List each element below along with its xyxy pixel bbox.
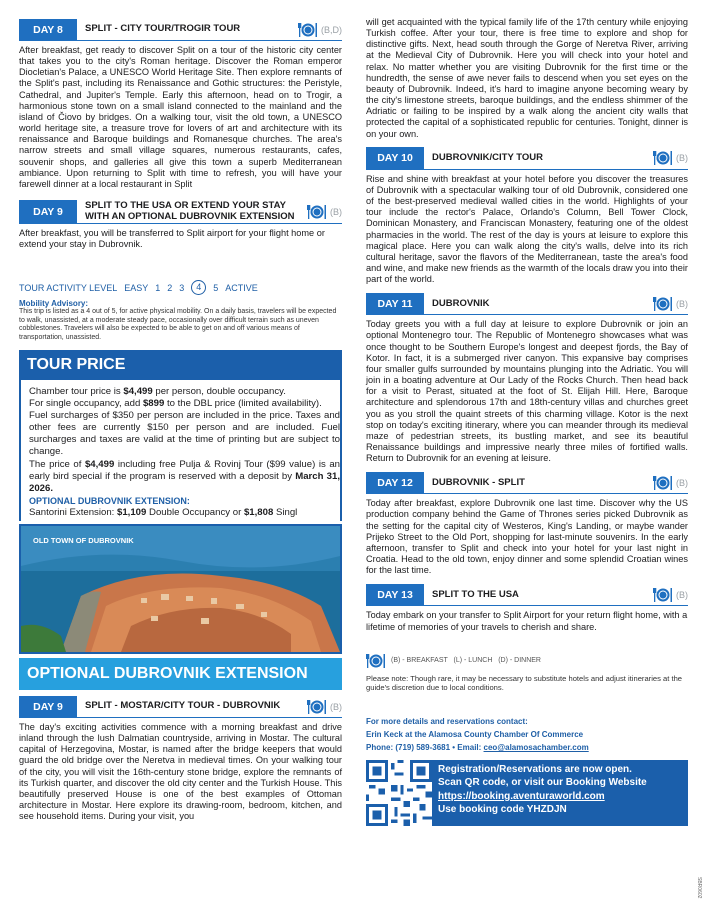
right-column [366,0,688,826]
price-line2: For single occupancy, add $899 to the DBL price (limited availability). [29,398,322,410]
opt-day9-text: The day's exciting activities commence with a morning breakfast and drive inland through the lush Dalmatian countryside, arriving in Mostar. The cultural capital of Herzegovina, Mostar, is named after the bridge keepers that would guard the old bridge over the Neretva in medieval times. On your walking tour of the city, you will visit the 16th-century stone bridge, explore the remnants of its Turkish quarter, and discover the old city center and the Turkish House. This beautifully preserved House is one of the best examples of Ottoman architecture in Mostar. Here explore its drawing-room, bedroom, kitchen, and see household items. During your visit, you [19,722,342,822]
meal-plate-icon [307,697,327,717]
meal-legend: (B) - BREAKFAST (L) - LUNCH (D) - DINNER [391,657,541,665]
extension-price: Santorini Extension: $1,109 Double Occupancy or $1,808 Singl [29,506,298,518]
itinerary-note: Please note: Though rare, it may be necessary to substitute hotels and adjust itineraries at the guide's discretion due to local conditions. [366,673,683,693]
meal-code: (B) [676,153,688,164]
price-line1: Chamber tour price is $4,499 per person, double occupancy. [29,385,286,397]
level-1: 1 [155,282,161,293]
day10-text: Rise and shine with breakfast at your hotel before you discover the treasures of Dubrovnik with a spectacular walking tour of old Dubrovnik, considered one of the best-preserved medieval walled cities in the world. Highlights of your tour include the rector's Palace, Orlando's Column, Bell Tower Clock, Dominican Monastery, and Franciscan Monastery, featuring one of the oldest pharmacies in the world. The rest of the day is yours at leisure to explore this magical place. Here you can walk along the city's walls, delve into its rich cultural heritage, savor the flavors of the Mediterranean, taste the area's food and wine, and make new friends as the warmth of the locals draw you into their part of the world. [366,173,688,285]
day-title: SPLIT - CITY TOUR/TROGIR TOUR [85,23,241,35]
reg-line2: Scan QR code, or visit our Booking Website [438,777,647,789]
contact-line1: For more details and reservations contact: [366,716,528,726]
meal-code: (B) [676,589,688,600]
day12-header [366,472,688,494]
contact-email-link[interactable]: ceo@alamosachamber.com [483,742,589,752]
day-title: SPLIT - MOSTAR/CITY TOUR - DUBROVNIK [85,700,281,712]
meal-plate-icon [366,651,386,671]
print-code: SBR0602 [696,876,702,898]
meal-plate-icon [653,294,673,314]
day-badge: DAY 12 [366,472,424,494]
meal-plate-icon [653,585,673,605]
day-badge: DAY 8 [19,19,77,41]
mobility-advisory-text: This trip is listed as a 4 out of 5, for active physical mobility. On a daily basis, travelers will be expected to walk, unassisted, at a moderate steady pace, occasionally over difficult terrain such as uneven cobblestones. Travelers will also be expected to be able to get on and off various means of transportation, unassisted. [19,308,337,341]
meal-plate-icon [653,473,673,493]
meal-code: (B,D) [321,24,342,35]
opt-day9-header [19,696,342,718]
day11-header [366,293,688,315]
day10-header [366,148,688,170]
day12-text: Today after breakfast, explore Dubrovnik one last time. Discover why the US production company behind the Game of Thrones series picked Dubrovnik as the setting for the capital city of Westeros, King's Landing, or maybe wander Prijeko Street to the Old Port, shopping for last-minute souvenirs. In the early afternoon, transfer to Split and check into your hotel for your last night in Croatia. Head to the old town, enjoy dinner and some splendid Croatian wines for the last time. [366,498,688,576]
activity-easy: EASY [124,282,149,293]
qr-code-icon[interactable] [366,760,432,826]
activity-active: ACTIVE [225,282,258,293]
tour-price-box [19,380,342,521]
day-badge: DAY 9 [19,696,77,718]
registration-banner [366,760,688,826]
meal-plate-icon [298,20,318,40]
day11-text: Today greets you with a full day at leisure to explore Dubrovnik or join an optional Montenegro tour. The Republic of Montenegro showcases what was once thought to be Southern Europe's longest and deepest fjords, the Bay of Kotor. In fact, it is a submerged river canyon. This expansive bay comprises four smaller gulfs surrounded by mountains plunging into the Adriatic. You will join in a boating adventure at Our Lady of the Rocks Church. Then head back for a visit to Perast, situated at the foot of St. Elijah Hill. Here, Baroque architecture and splendorous 17th and 18th-century villas and churches greet you as you stroll the quaint streets of this charming village. Kotor is the next stop on today's exciting itinerary, where you can meander through its medieval maze of pedestrian streets, its bustling market, and see its beautiful Renaissance buildings and impressive nearly three miles of fortified walls. Return to Dubrovnik for an evening at leisure. [366,319,688,464]
tour-price-heading: TOUR PRICE [19,350,342,380]
contact-line3: Phone: (719) 589-3681 • Email: ceo@alamosachamber.com [366,742,589,752]
day8-header [19,19,342,41]
day-title [85,201,303,222]
meal-plate-icon [307,202,327,222]
optional-extension-heading: OPTIONAL DUBROVNIK EXTENSION [19,658,342,690]
meal-code: (B) [330,206,342,217]
day9-text: After breakfast, you will be transferred to Split airport for your flight home or extend your stay in Dubrovnik. [19,228,325,250]
day-badge: DAY 11 [366,293,424,315]
photo-label: OLD TOWN OF DUBROVNIK [33,536,134,545]
day-title: DUBROVNIK/CITY TOUR [432,151,544,163]
continued-text: will get acquainted with the typical family life of the 17th century while enjoying Turkish coffee. After your tour, there is free time to explore and shop for distinctive gifts. Next, head south through the Gorge of Neretva River, arriving at the Medieval City of Dubrovnik. Here you will check into your hotel and relax. No matter whether you are visiting Dubrovnik for the first time or the hundredth, the sense of awe never fails to descend when you set eyes on the beauty of Dubrovnik. Indeed, it's hard to imagine anyone becoming weary by the city's limestone streets, baroque buildings, and the endless shimmer of the Adriatic or failing to be inspired by a walk along the ancient city walls that protected the capital of a sophisticated republic for centuries. Tonight, dinner is on your own. [366,17,688,139]
meal-code: (B) [676,298,688,309]
day-title-line2: WITH AN OPTIONAL DUBROVNIK EXTENSION [85,210,295,222]
day9-header [19,200,342,224]
level-3: 3 [179,282,185,293]
meal-code: (B) [676,477,688,488]
contact-line2: Erin Keck at the Alamosa County Chamber Of Commerce [366,729,584,739]
day-badge: DAY 10 [366,147,424,169]
contact-email-label: Email: [457,742,484,752]
booking-code: Use booking code YHZDJN [438,804,567,816]
extension-title: OPTIONAL DUBROVNIK EXTENSION: [29,495,190,506]
day-title: DUBROVNIK - SPLIT [432,476,525,488]
contact-phone: Phone: (719) 589-3681 [366,742,451,752]
left-column [19,0,342,822]
day13-text: Today embark on your transfer to Split Airport for your return flight home, with a lifetime of memories of your travels to cherish and share. [366,610,688,632]
day-badge: DAY 9 [19,200,77,224]
reg-line1: Registration/Reservations are now open. [438,763,632,775]
registration-text [432,760,688,826]
day-title: SPLIT TO THE USA [432,588,519,600]
legend-row [366,651,688,693]
day13-header [366,584,688,606]
dubrovnik-photo [19,524,342,654]
level-4-selected: 4 [191,280,206,295]
price-line3: Fuel surcharges of $350 per person are included in the price. Taxes and other fees are currently $150 per person and are included. Fuel surcharges and taxes are valid at the time of printing but are subject to change. [29,410,340,458]
activity-label: TOUR ACTIVITY LEVEL [19,282,118,293]
day-title: DUBROVNIK [432,297,490,309]
activity-level [19,280,342,295]
meal-code: (B) [330,701,342,712]
booking-website-link[interactable]: https://booking.aventuraworld.com [438,790,605,802]
day-badge: DAY 13 [366,584,424,606]
day-title-line1: SPLIT TO THE USA OR EXTEND YOUR STAY [85,200,286,212]
meal-plate-icon [653,148,673,168]
price-line4: The price of $4,499 including free Pulja & Rovinj Tour ($99 value) is an early bird special if the program is reserved with a deposit by March 31, 2026. [29,458,340,494]
level-2: 2 [167,282,173,293]
day8-text: After breakfast, get ready to discover Split on a tour of the historic city center that takes you to the city's Roman heritage. Discover the Roman emperor Diocletian's Palace, a UNESCO World Heritage Site. Then explore remnants of the Split's past, including its Renaissance and Gothic structures: the Peristyle, Cathedral, and Jupiter's Temple. Early this afternoon, head on to Trogir, a harmonious stone town on a small island connected to the mainland and the island of Čiovo by bridges. On a walking tour, visit the old town, a UNESCO world heritage site, a treasure trove for lovers of art and architecture with its renaissance and Baroque buildings and Romanesque churches. The area's narrow streets and small village squares, numerous restaurants, cafes, souvenir shops, and galleries all give this town a superb Mediterranean ambiance. Upon returning to Split with time to refresh, you will have your farewell dinner at a local restaurant in Split [19,45,342,189]
contact-block [366,715,688,754]
mobility-advisory-title: Mobility Advisory: [19,299,89,309]
level-5: 5 [213,282,219,293]
